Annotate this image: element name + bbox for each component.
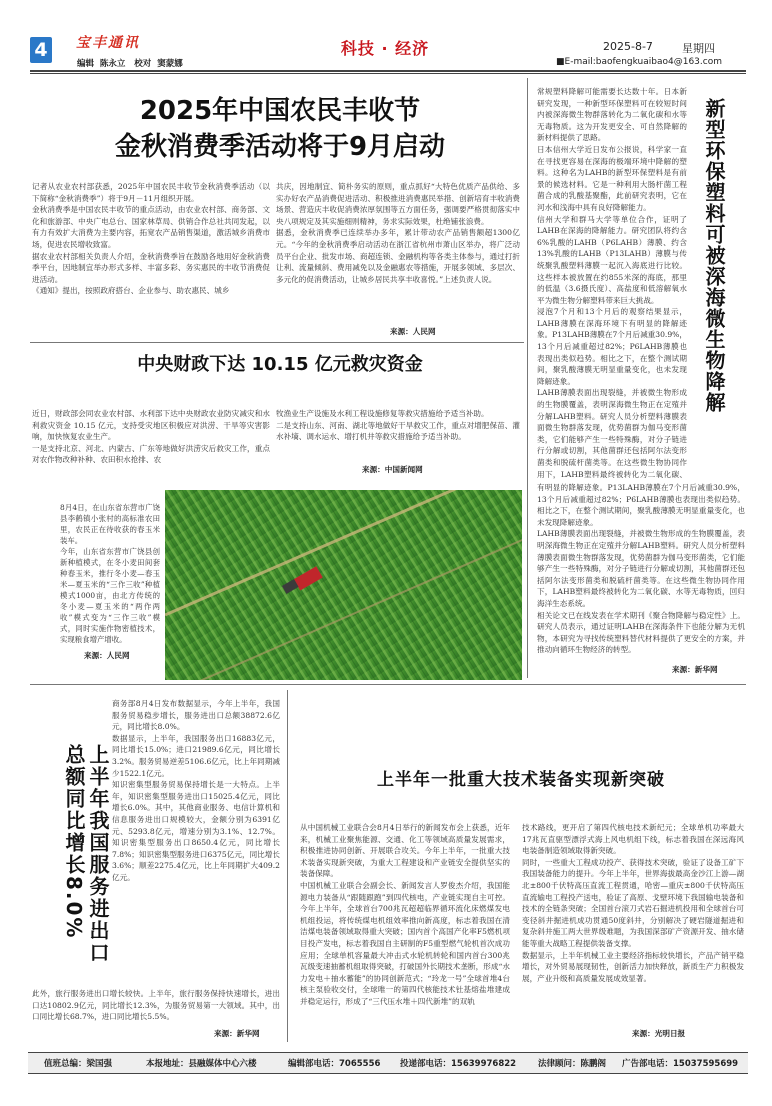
article5-title: 上半年一批重大技术装备实现新突破 <box>377 770 665 790</box>
staff-line: 编辑 陈永立 校对 窦蒙娜 <box>77 59 183 69</box>
article2-title: 中央财政下达 10.15 亿元救灾资金 <box>137 354 423 375</box>
article4-col1: 商务部8月4日发布数据显示，今年上半年，我国服务贸易稳步增长，服务进出口总额38872.6亿元，同比增长8.0%。 数据显示，上半年，我国服务出口16883亿元，同比增长15.0%；进口21989.6亿元，同比增长3.2%。服务贸易逆差5106.6亿元，比上年同期减少1522.1亿元。 知识密集型服务贸易保持增长是一大特点。上半年，知识密集型服务进出口15025.4亿元，同比增长6.0%。其中，其他商业服务、电信计算机和信息服务进出口规模较大，金额分别为6391亿元、5293.8亿元，增速分别为3.1%、12.7%。知识密集型服务出口8650.4亿元，同比增长7.8%；知识密集型服务进口6375亿元，同比增长3.6%；顺差2275.4亿元，比上年同期扩大409.2亿元。 <box>112 699 280 882</box>
header-rule-thin <box>30 73 746 74</box>
divider-col-right <box>527 78 528 678</box>
page-number-badge: 4 <box>30 37 52 63</box>
article5-source: 来源：光明日报 <box>632 1029 686 1038</box>
footer-edit-phone: 编辑部电话：7065556 <box>288 1059 381 1069</box>
footer-address: 本报地址：县融媒体中心六楼 <box>146 1059 257 1069</box>
article2-source: 来源：中国新闻网 <box>362 465 423 474</box>
header-email: ■E-mail:baofengkuaibao4@163.com <box>556 57 722 67</box>
footer-legal: 法律顾问：陈鹏阁 <box>538 1059 607 1069</box>
article3-text-continued: 有明显的降解迹象。P13LAHB薄膜在7个月后减重30.9%，13个月后减重超过82%；P6LAHB薄膜也表现出类似趋势。相比之下，在整个测试期间，聚乳酸薄膜无明显重量变化，也未发现降解迹象。 LAHB薄膜表面出现裂缝，并被微生物形成的生物膜覆盖，表明深海微生物正在定殖并分解LAHB塑料。研究人员分析塑料薄膜表面微生物群落发现，优势菌群为伽马变形菌类，它们能够产生一些特殊酶，对分子链进行分解或切割，其他菌群还包括阿尔法变形菌类和脱硫杆菌类等。在这些微生物协同作用下，LAHB塑料最终被转化为二氧化碳、水等无毒物质，回归海洋生态系统。 相关论文已在线发表在学术期刊《聚合物降解与稳定性》上。研究人员表示，通过证明LAHB在深海条件下也能分解为无机物，本研究为寻找传统塑料替代材料提供了更安全的方案，并推动向循环生物经济的转型。 <box>537 483 745 655</box>
footer-duty-editor: 值班总编：梁国强 <box>44 1059 113 1069</box>
article2-col1: 近日，财政部会同农业农村部、水利部下达中央财政农业防灾减灾和水利救灾资金 10.15 亿元，支持受灾地区积极应对洪涝、干旱等灾害影响，加快恢复农业生产。 一是支持北京、河北、内蒙古、广东等地做好洪涝灾后救灾工作，重点对农作物改种补种、农田积水抢排、农 <box>32 409 270 465</box>
header-rule <box>30 70 746 72</box>
article1-col1: 记者从农业农村部获悉，2025年中国农民丰收节金秋消费季活动（以下简称“金秋消费季”）将于9月－11月组织开展。 金秋消费季是中国农民丰收节的重点活动，由农业农村部、商务部、文化和旅游部、中央广电总台、国家林草局、供销合作总社共同发起，以有力有效扩大消费为主要内容，拓宽农产品销售渠道，激活城乡消费市场，促进农民增收致富。 据农业农村部相关负责人介绍，金秋消费季旨在鼓励各地用好金秋消费季平台，因地制宜举办形式多样、丰富多彩、务实惠民的丰收节消费促进活动。 《通知》提出，按照政府搭台、企业参与、助农惠民、城乡 <box>32 182 270 296</box>
article4-col1-continued: 此外，旅行服务进出口增长较快。上半年，旅行服务保持快速增长，进出口达10802.9亿元，同比增长12.3%，为服务贸易第一大领域。其中，出口同比增长68.7%，进口同比增长5.5%。 <box>32 989 280 1022</box>
article1-title-line1: 2025年中国农民丰收节 <box>139 96 421 126</box>
photo-caption: 8月4日，在山东省东营市广饶县李鹤镇小张村的高标准农田里，农民正在待收获的春玉米装车。 今年，山东省东营市广饶县创新种植模式，在冬小麦田间套种春玉米，推行冬小麦—春玉米—夏玉米的“三作三收”种植模式1000亩，由北方传统的冬小麦—夏玉米的“两作两收”模式变为“三作三收”模式，同时实施作物密植技术，实现粮食增产增收。 <box>60 503 160 644</box>
article2-col2: 牧渔业生产设施及水利工程设施修复等救灾措施给予适当补助。 二是支持山东、河南、湖北等地做好干旱救灾工作，重点对增肥保苗、灌水补墒、调水运水、增打机井等救灾措施给予适当补助。 <box>276 409 520 442</box>
article3-title: 新型环保塑料可被深海微生物降解 <box>702 98 726 413</box>
article1-source: 来源：人民网 <box>390 327 436 336</box>
paper-name: 宝丰通讯 <box>76 35 140 51</box>
article4-title: 上半年我国服务进出口总额同比增长8.0% <box>62 744 110 964</box>
section-title: 科技 · 经济 <box>340 39 430 58</box>
divider-a1 <box>30 342 524 343</box>
article3-source: 来源：新华网 <box>672 665 718 674</box>
divider-a4 <box>287 690 288 1042</box>
footer-post-phone: 投递部电话：15639976822 <box>400 1059 517 1069</box>
article5-col1: 从中国机械工业联合会8月4日举行的新闻发布会上获悉，近年来，机械工业聚焦能源、交通、化工等领域高质量发展需求，积极推进协同创新、开展联合攻关。今年上半年，一批重大技术装备实现新突破，为重大工程建设和产业链安全提供坚实的装备保障。 中国机械工业联合会副会长、新闻发言人罗俊杰介绍，我国能源电力装备从“跟随跟跑”到四代核电，产业链实现自主可控。今年上半年，全球首台700兆瓦超超临界循环流化床燃煤发电机组投运，将传统煤电机组效率推向新高度，标志着我国在清洁煤电装备领域取得重大突破；国内首个高国产化率F5燃机项目投产发电，标志着我国自主研制的F5重型燃气轮机首次成功应用；全球单机容量最大冲击式水轮机转轮和国内首台300兆瓦级变速抽蓄机组取得突破，打破国外长期技术垄断，形成“水力发电＋抽水蓄能”的协同创新范式；“玲龙一号”全球首堆4台核主泵验收交付，全球唯一的第四代核能技术钍基熔盐堆建成并稳定运行，形成了“三代压水堆＋四代新堆”的双轨 <box>300 823 510 1006</box>
article1-title-line2: 金秋消费季活动将于9月启动 <box>114 132 446 162</box>
photo-caption-source: 来源：人民网 <box>84 651 130 660</box>
farm-field-photo <box>165 490 522 680</box>
article4-source: 来源：新华网 <box>214 1029 260 1038</box>
footer-ad-phone: 广告部电话：15037595699 <box>622 1059 739 1069</box>
article1-col2: 共庆，因地制宜、简朴务实的原则，重点抓好“大特色优质产品供给、多实办好农产品消费促进活动、积极推进消费惠民举措、创新培育丰收消费场景、营造庆丰收促消费浓厚氛围等五方面任务，强调要严格贯彻落实中央八项规定及其实施细则精神，务求实际效果，杜绝铺张浪费。 据悉，金秋消费季已连续举办多年，累计带动农产品销售额超1300亿元。“今年的金秋消费季启动活动在浙江省杭州市萧山区举办，将广泛动员平台企业、批发市场、商超连锁、金融机构等各类主体参与，通过打折让利、流量倾斜、费用减免以及金融惠农等措施，开展多领域、多层次、多元化的促消费活动，让城乡居民共享丰收喜悦。”上述负责人说。 <box>276 182 520 284</box>
header-date: 2025-8-7 <box>603 40 653 53</box>
divider-main <box>30 684 746 685</box>
article3-text: 常规塑料降解可能需要长达数十年。日本新研究发现，一种新型环保塑料可在较短时间内被深海微生物群落转化为二氧化碳和水等无毒物质。这为开发更安全、可自然降解的新材料提供了思路。 日本信州大学近日发布公报说，科学家一直在寻找更容易在深海的极端环境中降解的塑料。这种名为LAHB的新型环保塑料是有前景的候选材料。它是一种利用大肠杆菌工程菌合成的乳酸基聚酯，此前研究表明，它在河水和浅海中具有良好降解能力。 信州大学和群马大学等单位合作，证明了LAHB在深海的降解能力。研究团队将约含6%乳酸的LAHB（P6LAHB）薄膜、约含13%乳酸的LAHB（P13LAHB）薄膜与传统聚乳酸塑料薄膜一起沉入海底进行比较。这些样本被放置在约855米深的海底，那里的低温（3.6摄氏度）、高盐度和低溶解氧水平为微生物分解塑料带来巨大挑战。 浸泡7个月和13个月后的观察结果显示，LAHB薄膜在深海环境下有明显的降解迹象。P13LAHB薄膜在7个月后减重30.9%，13个月后减重超过82%；P6LAHB薄膜也表现出类似趋势。相比之下，在整个测试期间，聚乳酸薄膜无明显重量变化，也未发现降解迹象。 LAHB薄膜表面出现裂缝，并被微生物形成的生物膜覆盖，表明深海微生物正在定殖并分解LAHB塑料。研究人员分析塑料薄膜表面微生物群落发现，优势菌群为伽马变形菌类，它们能够产生一些特殊酶，对分子链进行分解或切割，其他菌群还包括阿尔法变形菌类和脱硫杆菌类等。在这些微生物协同作用下，LAHB塑料最终被转化为二氧化碳、 <box>537 87 687 479</box>
article5-col2: 技术路线，更开启了第四代核电技术新纪元；全球单机功率最大17兆瓦直驱型漂浮式海上风电机组下线，标志着我国在深远海风电装备制造领域取得新突破。 同时，一些重大工程成功投产、获得技术突破，验证了设备工矿下我国装备能力的提升。今年上半年，世界海拔最高金沙江上游—湖北±800千伏特高压直流工程贯通，哈密—重庆±800千伏特高压直流输电工程投产送电，验证了高原、戈壁环境下我国输电装备和技术的全链条突破；全国首台滚刀式岩石掘进机投用和全球首台可变径斜井掘进机成功贯通50度斜井，分别解决了硬岩隧道掘进和复杂斜井施工两大世界级难题，为我国深部矿产资源开发、抽水储能等重大战略工程提供装备支撑。 数据显示，上半年机械工业主要经济指标较快增长，产品产销平稳增长，对外贸易展现韧性，创新活力加快释放，新质生产力积极发展，产业升级和高质量发展成效显著。 <box>522 823 744 983</box>
farm-field-photo-svg <box>165 490 522 680</box>
header-weekday: 星期四 <box>682 42 715 55</box>
